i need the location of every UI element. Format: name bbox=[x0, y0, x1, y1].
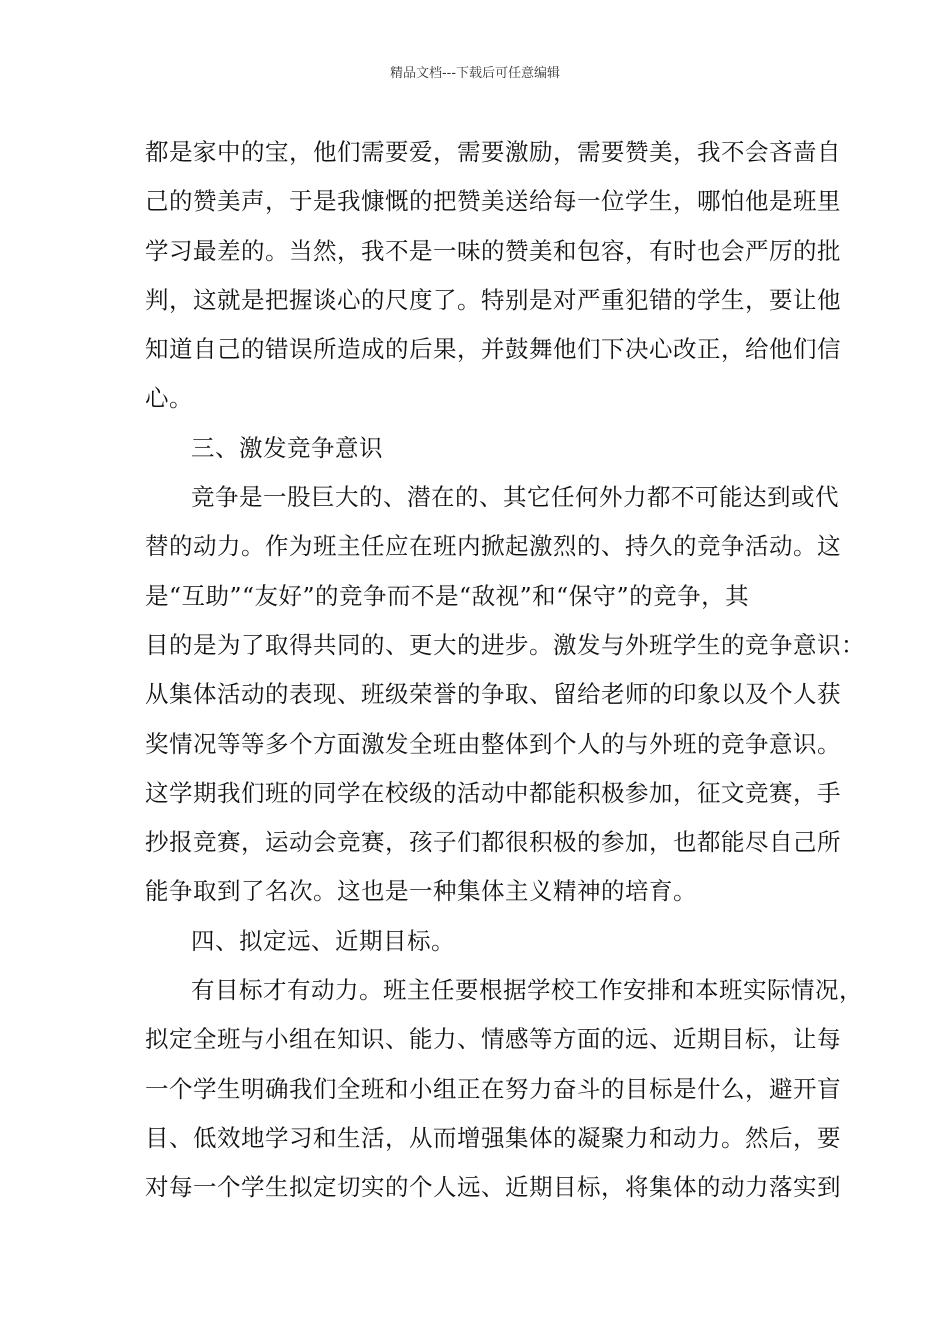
text-line: 知道自己的错误所造成的后果，并鼓舞他们下决心改正，给他们信 bbox=[145, 335, 841, 364]
text-line: 心。 bbox=[145, 384, 193, 413]
text-line: 有目标才有动力。班主任要根据学校工作安排和本班实际情况， bbox=[191, 976, 863, 1005]
text-line: 拟定全班与小组在知识、能力、情感等方面的远、近期目标，让每 bbox=[145, 1025, 841, 1054]
text-line: 对每一个学生拟定切实的个人远、近期目标，将集体的动力落实到 bbox=[145, 1173, 841, 1202]
text-line: 目、低效地学习和生活，从而增强集体的凝聚力和动力。然后，要 bbox=[145, 1123, 841, 1152]
text-line: 抄报竞赛，运动会竞赛，孩子们都很积极的参加，也都能尽自己所 bbox=[145, 828, 841, 857]
text-line: 这学期我们班的同学在校级的活动中都能积极参加，征文竞赛，手 bbox=[145, 778, 841, 807]
text-line: 学习最差的。当然，我不是一味的赞美和包容，有时也会严厉的批 bbox=[145, 236, 841, 265]
section-heading: 四、拟定远、近期目标。 bbox=[191, 926, 455, 955]
text-line: 己的赞美声，于是我慷慨的把赞美送给每一位学生，哪怕他是班里 bbox=[145, 187, 841, 216]
text-line: 判，这就是把握谈心的尺度了。特别是对严重犯错的学生，要让他 bbox=[145, 285, 841, 314]
text-line: 竞争是一股巨大的、潜在的、其它任何外力都不可能达到或代 bbox=[191, 483, 839, 512]
text-line: 目的是为了取得共同的、更大的进步。激发与外班学生的竞争意识： bbox=[145, 630, 865, 659]
text-line: 一个学生明确我们全班和小组正在努力奋斗的目标是什么，避开盲 bbox=[145, 1074, 841, 1103]
section-heading: 三、激发竞争意识 bbox=[191, 433, 383, 462]
page-header: 精品文档---下载后可任意编辑 bbox=[389, 66, 561, 81]
document-body bbox=[145, 128, 865, 1213]
text-line: 替的动力。作为班主任应在班内掀起激烈的、持久的竞争活动。这 bbox=[145, 532, 841, 561]
text-line: 是“互助”“友好”的竞争而不是“敌视”和“保守”的竞争，其 bbox=[145, 581, 750, 610]
text-line: 能争取到了名次。这也是一种集体主义精神的培育。 bbox=[145, 877, 697, 906]
text-line: 从集体活动的表现、班级荣誉的争取、留给老师的印象以及个人获 bbox=[145, 680, 841, 709]
text-line: 奖情况等等多个方面激发全班由整体到个人的与外班的竞争意识。 bbox=[145, 729, 841, 758]
text-line: 都是家中的宝，他们需要爱，需要激励，需要赞美，我不会吝啬自 bbox=[145, 138, 841, 166]
